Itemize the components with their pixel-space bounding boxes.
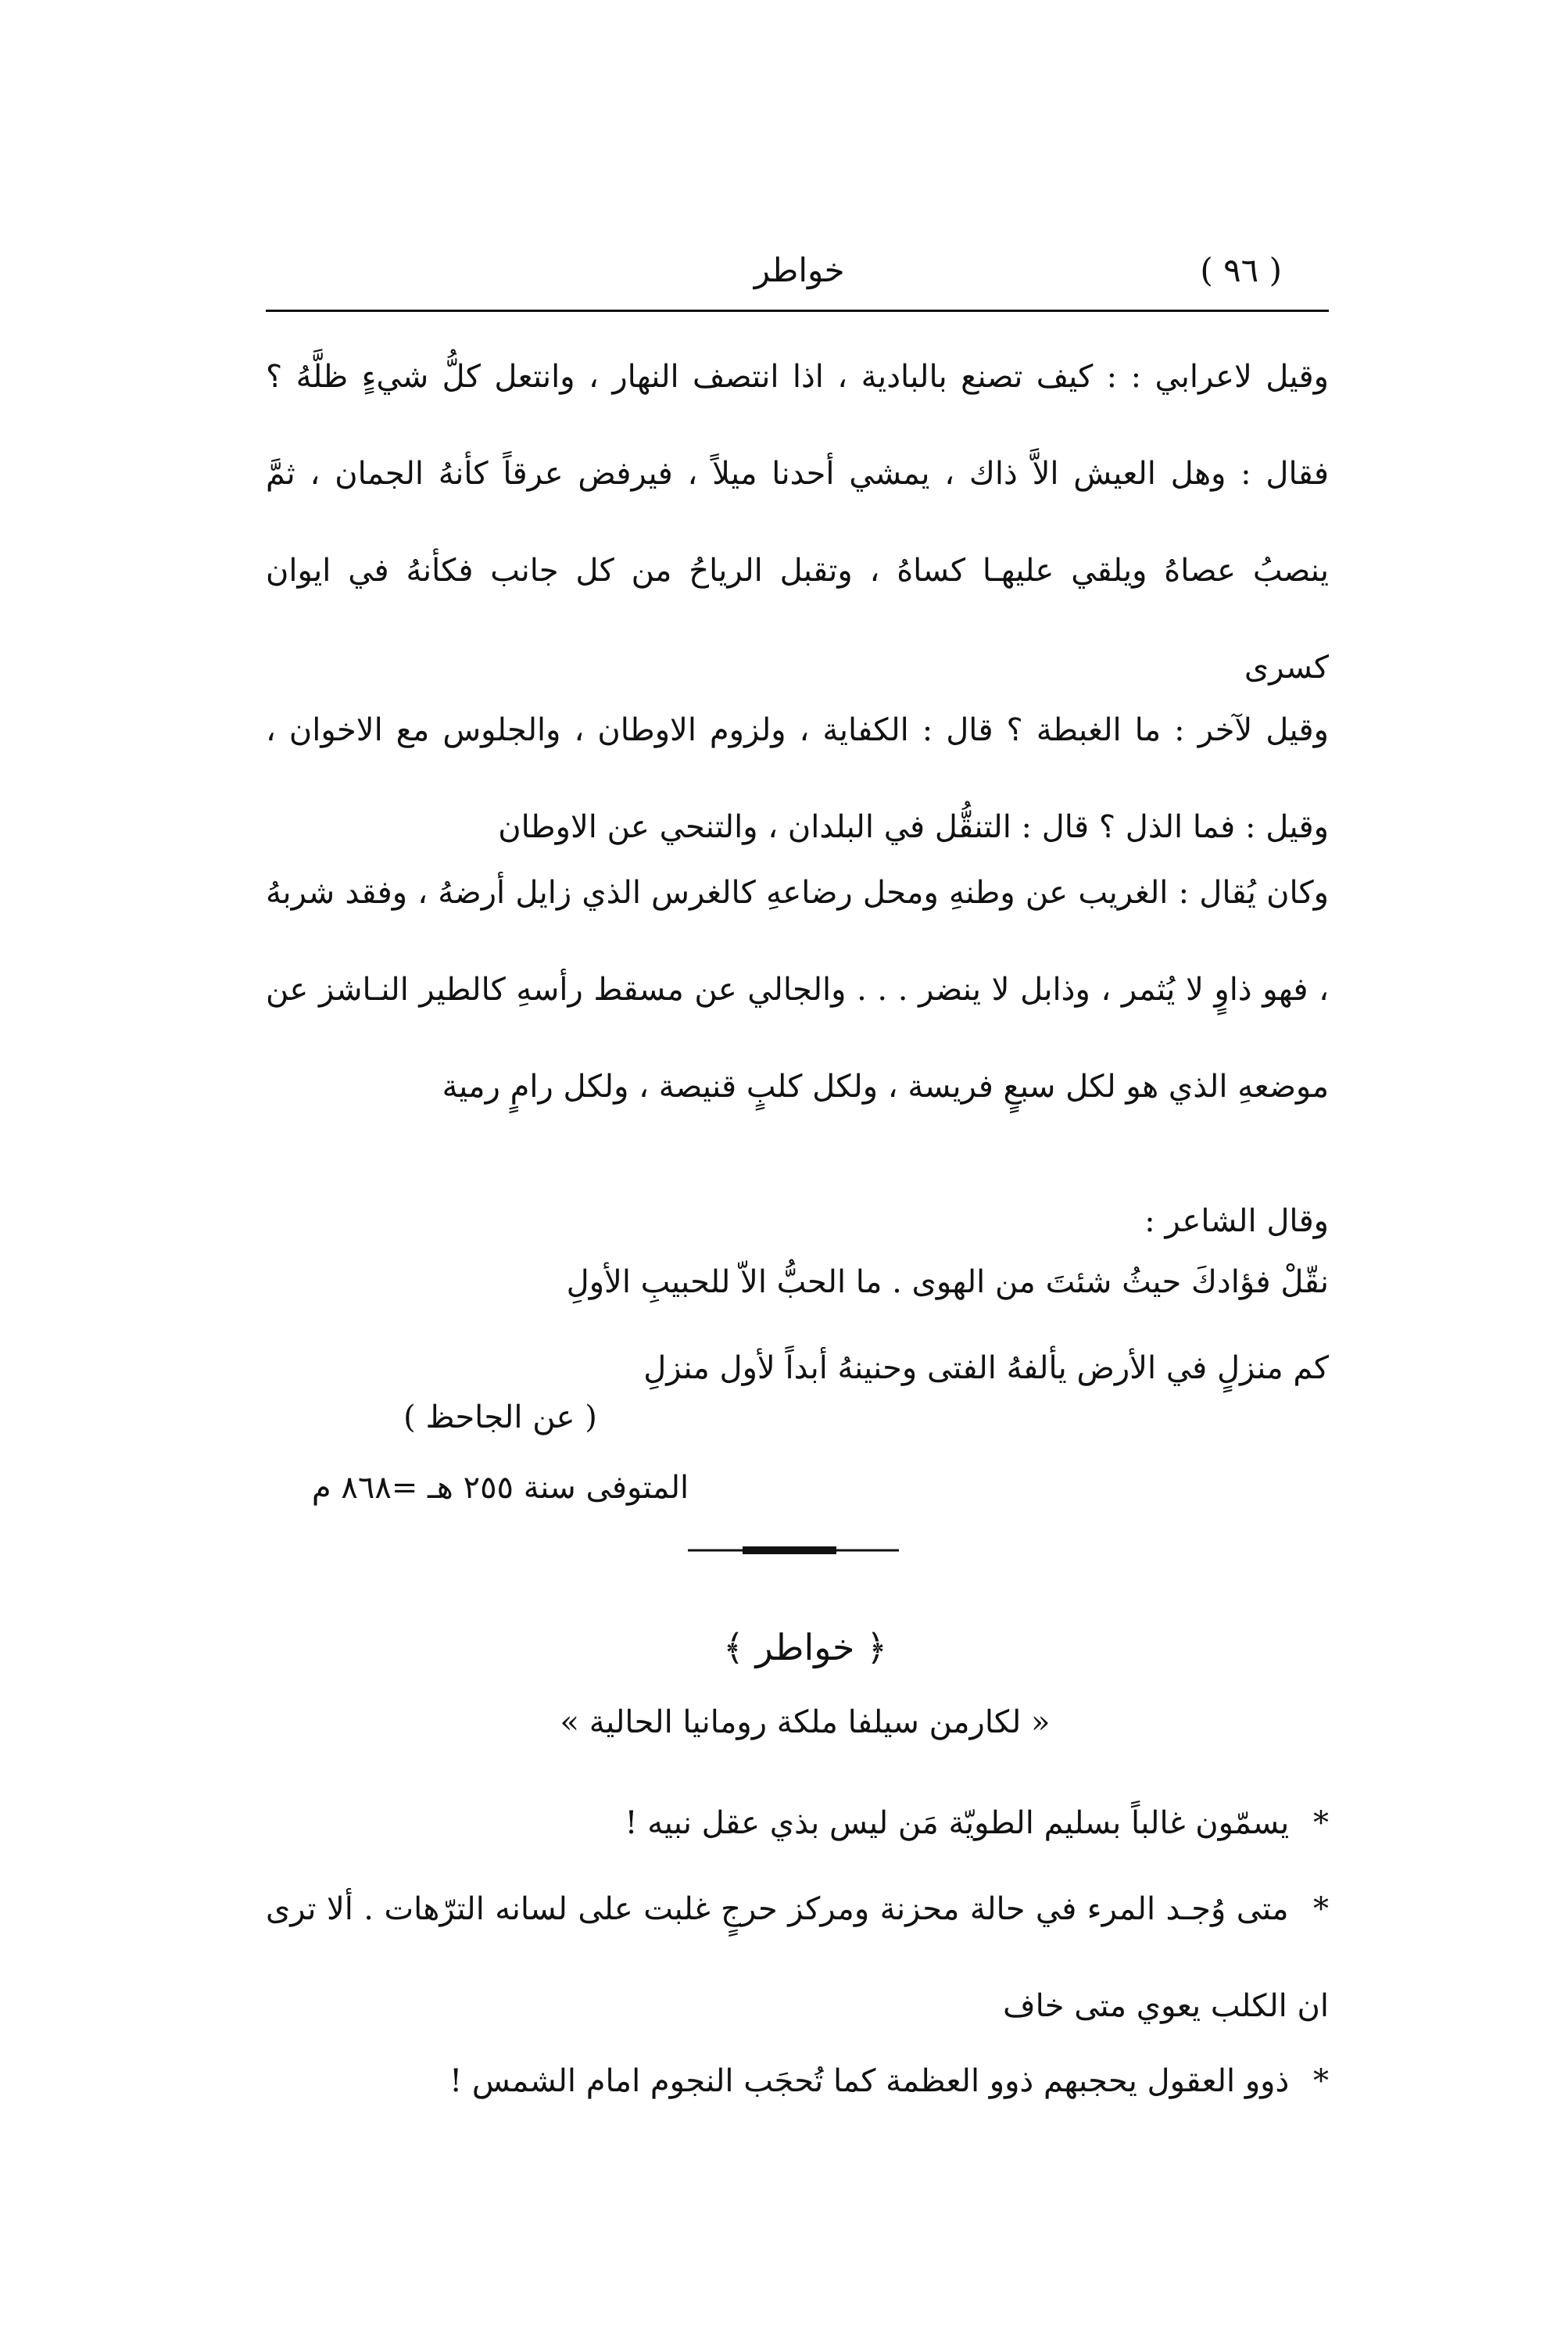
verse-line-2: كم منزلٍ في الأرض يألفهُ الفتى وحنينهُ أبداً لأول منزلِ [643,1350,1329,1386]
verse-line-1: نقّلْ فؤادكَ حيثُ شئتَ من الهوى . ما الحبُّ الاّ للحبيبِ الأولِ [566,1264,1329,1300]
page-number: ( ٩٦ ) [1200,250,1282,289]
bullet-item-3 [266,2033,1329,2130]
header-rule [266,310,1329,312]
section-subtitle: « لكارمن سيلفا ملكة رومانيا الحالية » [560,1704,1051,1740]
bullet-text: ذوو العقول يحجبهم ذوو العظمة كما تُحجَب النجوم امام الشمس ! [449,2063,1290,2099]
bullet-item-2 [266,1861,1329,2055]
paragraph-contentment: وقيل لآخر : ما الغبطة ؟ قال : الكفاية ، ولزوم الاوطان ، والجلوس مع الاخوان ، وقيل : فما الذل ؟ قال : التنقُّل في البلدان ، والتنحي عن الاوطان [266,712,1329,845]
running-title: خواطر [754,250,845,289]
poet-intro: وقال الشاعر : [1144,1203,1329,1239]
bullet-item-1 [266,1775,1329,1872]
bullet-marker: * [1313,1805,1329,1841]
death-note: المتوفى سنة ٢٥٥ هـ =٨٦٨ م [311,1470,689,1506]
bullet-text: يسمّون غالباً بسليم الطويّة مَن ليس بذي عقل نبيه ! [625,1805,1290,1841]
paragraph-bedouin: وقيل لاعرابي : : كيف تصنع بالبادية ، اذا انتصف النهار ، وانتعل كلُّ شيءٍ ظلَّهُ ؟ فقال : وهل العيش الاَّ ذاك ، يمشي أحدنا ميلاً ، فيرفض عرقاً كأنهُ الجمان ، ثمَّ ينصبُ عصاهُ ويلقي عليهـا كساهُ ، وتقبل الرياحُ من كل جانب فكأنهُ في ايوان كسرى [266,359,1329,686]
paragraph-stranger: وكان يُقال : الغريب عن وطنهِ ومحل رضاعهِ كالغرس الذي زايل أرضهُ ، وفقد شربهُ ، فهو ذاوٍ لا يُثمر ، وذابل لا ينضر . . . والجالي عن مسقط رأسهِ كالطير النـاشز عن موضعهِ الذي هو لكل سبعٍ فريسة ، ولكل كلبٍ قنيصة ، ولكل رامٍ رمية [266,875,1329,1105]
bullet-marker: * [1313,2063,1329,2099]
divider-ornament [688,1544,899,1557]
attribution: ( عن الجاحظ ) [403,1399,597,1435]
section-title: ﴿ خواطر ﴾ [722,1626,888,1668]
page-header [266,235,1282,305]
bullet-marker: * [1313,1891,1329,1927]
bullet-text: متى وُجـد المرء في حالة محزنة ومركز حرجٍ غلبت على لسانه الترّهات . ألا ترى ان الكلب يعوي متى خاف [266,1891,1329,2024]
